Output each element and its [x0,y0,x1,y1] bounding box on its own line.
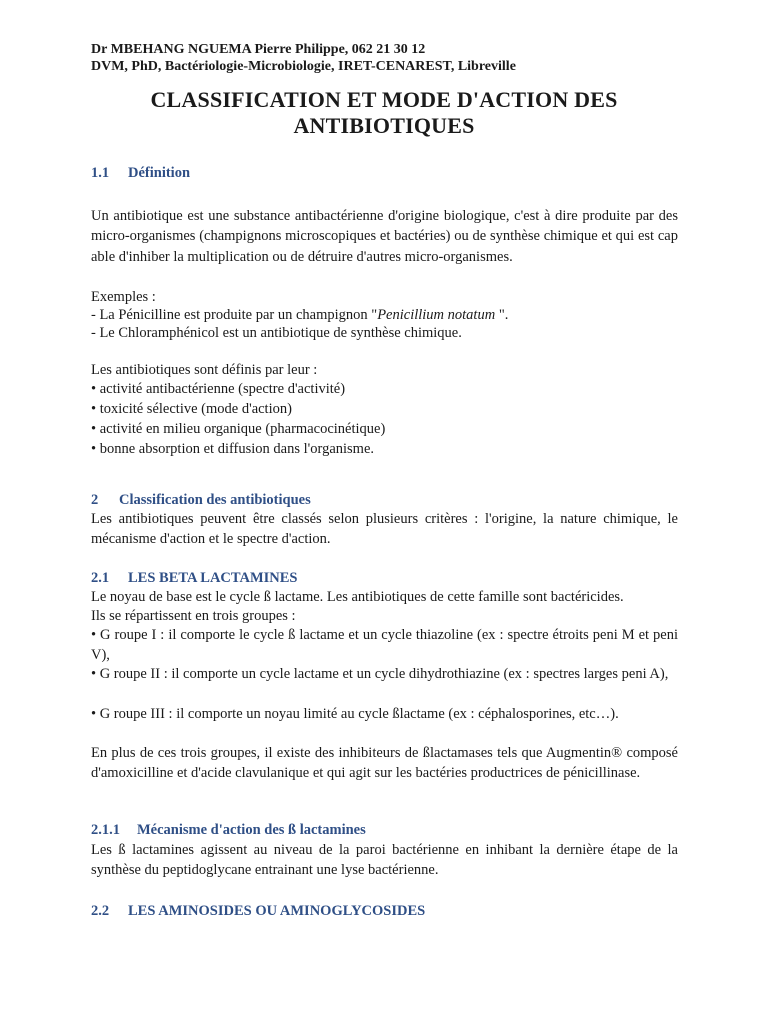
heading-2-1 [91,569,297,587]
title-line-1: CLASSIFICATION ET MODE D'ACTION DES [150,87,618,112]
heading-text: Classification des antibiotiques [119,492,311,508]
heading-text: Mécanisme d'action des ß lactamines [137,822,366,838]
examples-label: Exemples : [91,289,156,305]
mechanism-paragraph: Les ß lactamines agissent au niveau de la paroi bactérienne en inhibant la dernière étape de la synthèse du peptidoglycane entrainant une lyse bactérienne. [91,842,678,879]
heading-number: 1.1 [91,165,110,181]
example-penicilline [91,306,508,324]
inhibitors-paragraph: En plus de ces trois groupes, il existe des inhibiteurs de ßlactamases tels que Augmentin® composé d'amoxicilline et d'acide clavulanique et qui agit sur les bactéries productrices de pénicillinase. [91,745,678,782]
example-chloramphenicol: - Le Chloramphénicol est un antibiotique de synthèse chimique. [91,325,462,341]
classification-paragraph: Les antibiotiques peuvent être classés selon plusieurs critères : l'origine, la nature chimique, le mécanisme d'action et le spectre d'action. [91,511,678,548]
beta-lactam-line-2: Ils se répartissent en trois groupes : [91,608,296,624]
heading-number: 2 [91,492,99,508]
example-text-end: ". [495,307,509,323]
affiliation-line: DVM, PhD, Bactériologie-Microbiologie, IRET-CENAREST, Libreville [91,59,516,74]
bullet-item: • bonne absorption et diffusion dans l'organisme. [91,441,375,457]
species-name: Penicillium notatum [377,307,496,323]
defined-by-line: Les antibiotiques sont définis par leur : [91,362,318,378]
beta-lactam-line-1: Le noyau de base est le cycle ß lactame. Les antibiotiques de cette famille sont bactéricides. [91,589,624,605]
heading-2-2 [91,902,425,920]
example-text: - La Pénicilline est produite par un champignon " [91,307,378,323]
author-line: Dr MBEHANG NGUEMA Pierre Philippe, 062 21 30 12 [91,42,426,57]
group-1-item: • G roupe I : il comporte le cycle ß lactame et un cycle thiazoline (ex : spectre étroits peni M et peni V), [91,627,678,663]
heading-number: 2.1.1 [91,822,120,838]
heading-text: Définition [128,165,191,181]
heading-number: 2.2 [91,903,110,919]
heading-text: LES AMINOSIDES OU AMINOGLYCOSIDES [128,903,426,919]
bullet-item: • toxicité sélective (mode d'action) [91,401,292,417]
heading-2 [91,491,311,509]
heading-2-1-1 [91,821,366,839]
group-3-item: • G roupe III : il comporte un noyau limité au cycle ßlactame (ex : céphalosporines, etc…). [91,706,619,722]
heading-1-1 [91,164,190,182]
group-2-item: • G roupe II : il comporte un cycle lactame et un cycle dihydrothiazine (ex : spectres larges peni A), [91,666,669,682]
bullet-item: • activité en milieu organique (pharmacocinétique) [91,421,386,437]
definition-paragraph: Un antibiotique est une substance antibactérienne d'origine biologique, c'est à dire produite par des micro-organismes (champignons microscopiques et bactéries) ou de synthèse chimique et qui est cap able d'inhiber la multiplication ou de détruire d'autres micro-organismes. [91,208,678,265]
title-line-2: ANTIBIOTIQUES [293,113,475,138]
bullet-item: • activité antibactérienne (spectre d'activité) [91,381,346,397]
heading-number: 2.1 [91,570,110,586]
heading-text: LES BETA LACTAMINES [128,570,298,586]
